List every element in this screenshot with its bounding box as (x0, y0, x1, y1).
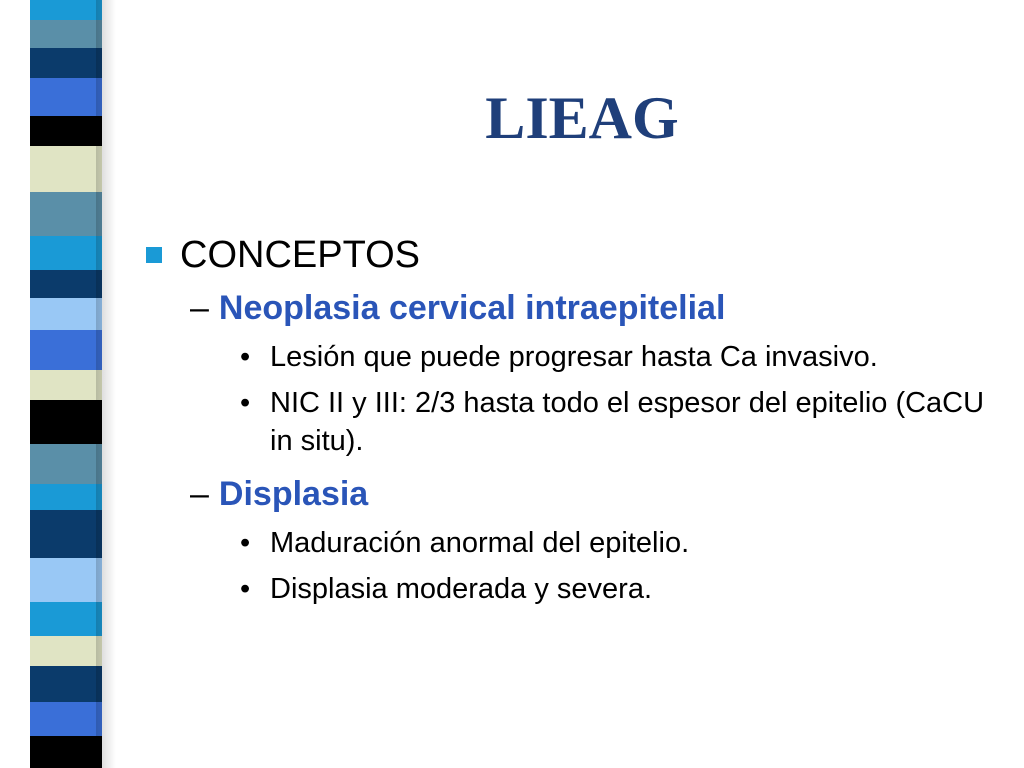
stripe-graphic (30, 0, 102, 768)
list-item-text: Lesión que puede progresar hasta Ca invasivo. (270, 341, 878, 373)
decorative-stripe (30, 0, 102, 768)
list-item (240, 570, 1010, 608)
list-item-text: NIC II y III: 2/3 hasta todo el espesor del epitelio (CaCU in situ). (270, 387, 985, 457)
square-bullet-icon (146, 247, 162, 263)
bullet-level1-text: CONCEPTOS (180, 234, 421, 276)
subheading-text: Neoplasia cervical intraepitelial (218, 289, 726, 327)
list-item (240, 384, 1010, 460)
dash-bullet-icon: – (190, 289, 209, 327)
slide-content (140, 230, 1010, 608)
stripe-shadow (96, 0, 116, 768)
dot-bullet-icon: • (240, 527, 251, 559)
dot-bullet-icon: • (240, 573, 251, 605)
list-item-text: Maduración anormal del epitelio. (270, 527, 690, 559)
slide-title: LIEAG (485, 85, 679, 151)
bullet-level1 (140, 230, 1010, 280)
dot-bullet-icon: • (240, 341, 251, 373)
subheading-text: Displasia (218, 475, 369, 513)
subheading (190, 286, 1010, 330)
subheading (190, 472, 1010, 516)
list-item (240, 338, 1010, 376)
list-item (240, 524, 1010, 562)
dash-bullet-icon: – (190, 475, 209, 513)
list-item-text: Displasia moderada y severa. (270, 573, 653, 605)
dot-bullet-icon: • (240, 387, 251, 419)
